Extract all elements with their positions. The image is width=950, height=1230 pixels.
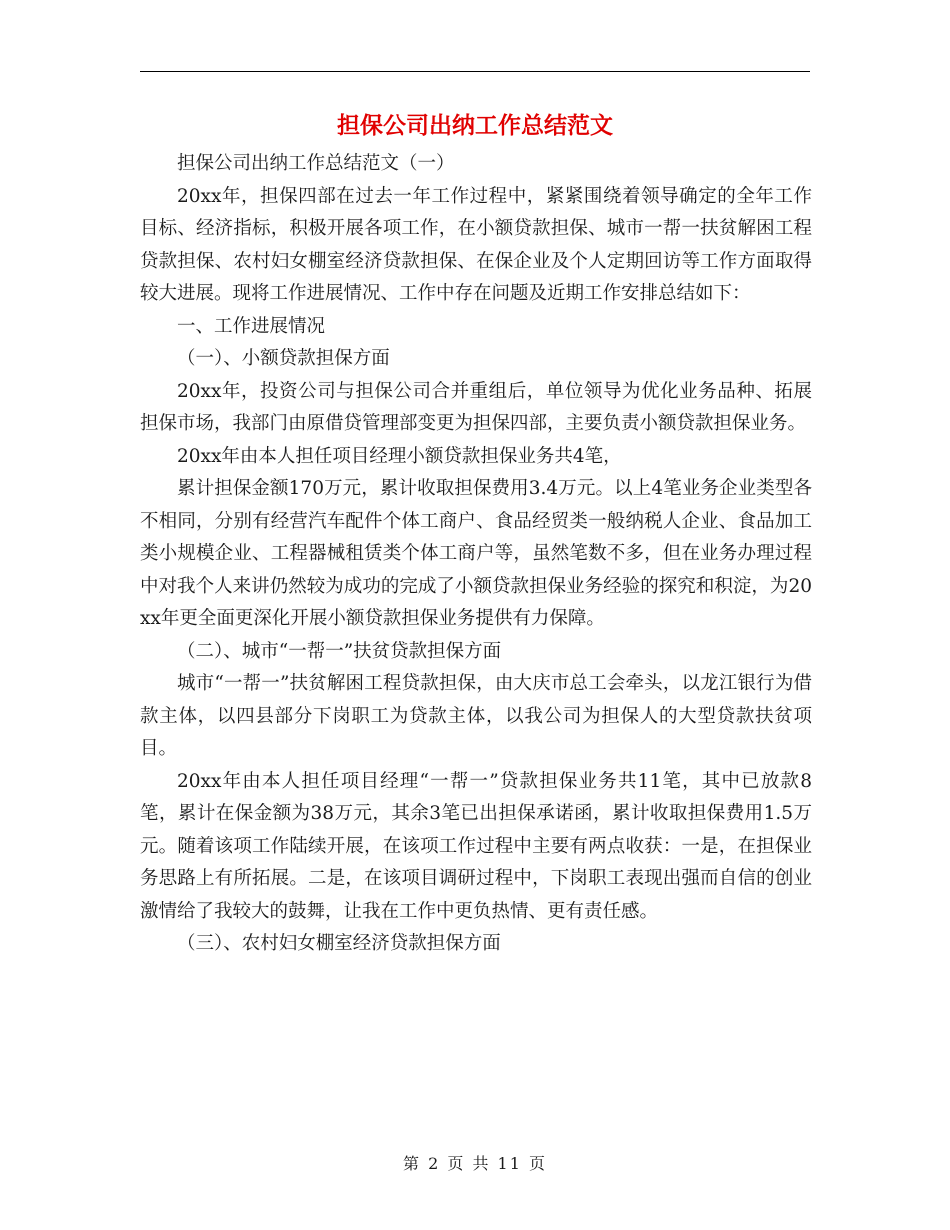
subsection-heading-one-help-one: （二）、城市“一帮一”扶贫贷款担保方面 bbox=[177, 640, 502, 662]
subsection-heading-rural-women: （三）、农村妇女棚室经济贷款担保方面 bbox=[177, 933, 501, 954]
paragraph-one-help-one-detail: 20xx年由本人担任项目经理“一帮一”贷款担保业务共11笔，其中已放款8笔，累计在保金额为38万元，其余3笔已出担保承诺函，累计收取担保费用1.5万元。随着该项工作陆续开展，在该项工作过程中主要有两点收获：一是，在担保业务思路上有所拓展。二是，在该项目调研过程中，下岗职工表现出强而自信的创业激情给了我较大的鼓舞，让我在工作中更负热情、更有责任感。 bbox=[140, 770, 812, 922]
document-title: 担保公司出纳工作总结范文 bbox=[337, 112, 613, 139]
paragraph-one-help-one-background: 城市“一帮一”扶贫解困工程贷款担保，由大庆市总工会牵头，以龙江银行为借款主体，以四县部分下岗职工为贷款主体，以我公司为担保人的大型贷款扶贫项目。 bbox=[140, 673, 812, 759]
paragraph-small-loans-detail: 累计担保金额170万元，累计收取担保费用3.4万元。以上4笔业务企业类型各不相同，分别有经营汽车配件个体工商户、食品经贸类一般纳税人企业、食品加工类小规模企业、工程器械租赁类个体工商户等，虽然笔数不多，但在业务办理过程中对我个人来讲仍然较为成功的完成了小额贷款担保业务经验的探究和积淀，为20xx年更全面更深化开展小额贷款担保业务提供有力保障。 bbox=[140, 478, 812, 629]
paragraph-subtitle: 担保公司出纳工作总结范文（一） bbox=[177, 153, 455, 174]
paragraph-small-loans-background: 20xx年，投资公司与担保公司合并重组后，单位领导为优化业务品种、拓展担保市场，我部门由原借贷管理部变更为担保四部，主要负责小额贷款担保业务。 bbox=[140, 380, 812, 434]
document-body bbox=[140, 148, 812, 961]
paragraph-intro: 20xx年，担保四部在过去一年工作过程中，紧紧围绕着领导确定的全年工作目标、经济指标，积极开展各项工作，在小额贷款担保、城市一帮一扶贫解困工程贷款担保、农村妇女棚室经济贷款担保、在保企业及个人定期回访等工作方面取得较大进展。现将工作进展情况、工作中存在问题及近期工作安排总结如下： bbox=[140, 185, 812, 304]
header-rule bbox=[140, 71, 810, 72]
paragraph-small-loans-count: 20xx年由本人担任项目经理小额贷款担保业务共4笔， bbox=[177, 445, 622, 467]
section-heading-progress: 一、工作进展情况 bbox=[177, 315, 326, 337]
page-footer: 第 2 页 共 11 页 bbox=[403, 1154, 547, 1173]
subsection-heading-small-loans: （一）、小额贷款担保方面 bbox=[177, 348, 390, 369]
